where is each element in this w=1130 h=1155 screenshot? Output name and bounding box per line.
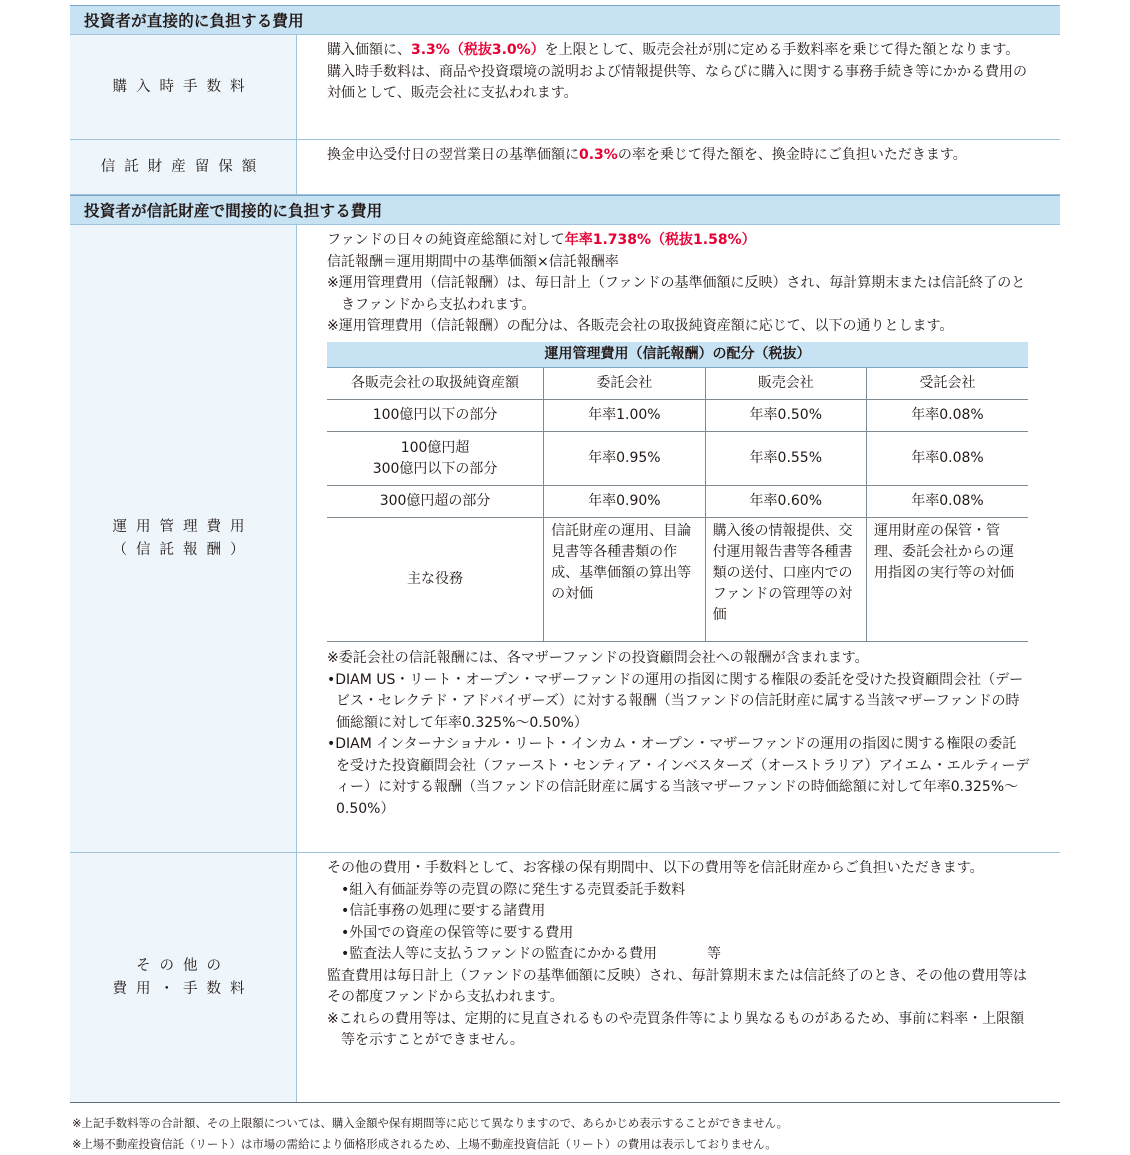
footnotes <box>72 1113 788 1155</box>
fee-allocation-table <box>327 342 1028 643</box>
list-item: •信託事務の処理に要する諸費用 <box>341 903 546 919</box>
retention-rate: 0.3% <box>579 147 618 163</box>
retention-row <box>70 140 1060 195</box>
fee-allocation-caption: 運用管理費用（信託報酬）の配分（税抜） <box>327 342 1028 368</box>
management-fee-rate: 年率1.738%（税抜1.58%） <box>564 232 756 248</box>
table-row: 300億円超の部分 年率0.90% 年率0.60% 年率0.08% <box>327 486 1028 518</box>
purchase-fee-rate: 3.3%（税抜3.0%） <box>411 42 545 58</box>
purchase-fee-content: 購入価額に、3.3%（税抜3.0%）を上限として、販売会社が別に定める手数料率を乗じて得た額となります。 購入時手数料は、商品や投資環境の説明および情報提供等、ならびに購入に関する事務手続き等にかかる費用の対価として、販売会社に支払われます。 <box>327 42 1027 101</box>
table-header-row: 各販売会社の取扱純資産額 委託会社 販売会社 受託会社 <box>327 368 1028 400</box>
purchase-fee-row <box>70 35 1060 140</box>
other-fees-row <box>70 853 1060 1103</box>
list-item: •監査法人等に支払うファンドの監査にかかる費用 等 <box>341 946 721 962</box>
management-fee-label: 運用管理費用 （信託報酬） <box>70 225 297 852</box>
footnote: ※上場不動産投資信託（リート）は市場の需給により価格形成されるため、上場不動産投資信託（リート）の費用は表示しておりません。 <box>72 1137 777 1151</box>
management-fee-row <box>70 225 1060 853</box>
indirect-cost-header: 投資者が信託財産で間接的に負担する費用 <box>70 195 1060 225</box>
table-row-roles: 主な役務 信託財産の運用、目論見書等各種書類の作成、基準価額の算出等の対価 購入後の情報提供、交付運用報告書等各種書類の送付、口座内でのファンドの管理等の対価 運用財産の保管・管理、委託会社からの運用指図の実行等の対価 <box>327 518 1028 642</box>
other-fees-label: その他の 費用・手数料 <box>70 853 297 1102</box>
table-row: 100億円超 300億円以下の部分 年率0.95% 年率0.55% 年率0.08% <box>327 432 1028 486</box>
list-item: •外国での資産の保管等に要する費用 <box>341 924 574 941</box>
list-item: •組入有価証券等の売買の際に発生する売買委託手数料 <box>341 881 686 898</box>
table-row: 100億円以下の部分 年率1.00% 年率0.50% 年率0.08% <box>327 400 1028 432</box>
footnote: ※上記手数料等の合計額、その上限額については、購入金額や保有期間等に応じて異なりますので、あらかじめ表示することができません。 <box>72 1116 788 1130</box>
retention-label: 信託財産留保額 <box>70 140 297 194</box>
other-fees-content: その他の費用・手数料として、お客様の保有期間中、以下の費用等を信託財産からご負担いただきます。 •組入有価証券等の売買の際に発生する売買委託手数料 •信託事務の処理に要する諸費用 •外国での資産の保管等に要する費用 •監査法人等に支払うファンドの監査にかかる費用 等 監査費用は毎日計上（ファンドの基準価額に反映）され、毎計算期末または信託終了のとき、その他の費用等はその都度ファンドから支払われます。 ※これらの費用等は、定期的に見直されるものや売買条件等により異なるものがあるため、事前に料率・上限額等を示すことができません。 <box>297 853 1060 1102</box>
purchase-fee-label: 購入時手数料 <box>70 35 297 139</box>
management-fee-content: ファンドの日々の純資産総額に対して年率1.738%（税抜1.58%） 信託報酬＝運用期間中の基準価額×信託報酬率 ※運用管理費用（信託報酬）は、毎日計上（ファンドの基準価額に反映）され、毎計算期末または信託終了のときファンドから支払われます。 ※運用管理費用（信託報酬）の配分は、各販売会社の取扱純資産額に応じて、以下の通りとします。 運用管理費用（信託報酬）の配分（税抜） 各販売会社の取扱純資産額 委託会社 販売会社 受託会社 100億円以下の部分 年率1.00% 年率0.50% 年率0.08% 100億円超 300億円以下の部分 年率0.95% 年率0.55% 年率0.08% 300億円超の部分 年率0.90% 年率0.60% 年率0.08% 主な役務 信託財産の運用、目論見書等各種書類の作成、基準価額の算出等の対価 購入後の情報提供、交付運用報告書等各種書類の送付、口座内でのファンドの管理等の対価 運用財産の保管・管理、委託会社からの運用指図の実行等の対価 ※委託会社の信託報酬には、各マザーファンドの投資顧問会社への報酬が含まれます。 •DIAM US・リート・オープン・マザーファンドの運用の指図に関する権限の委託を受けた投資顧問会社（デービス・セレクテド・アドバイザーズ）に対する報酬（当ファンドの信託財産に属する当該マザーファンドの時価総額に対して年率0.325%～0.50%） •DIAM インターナショナル・リート・インカム・オープン・マザーファンドの運用の指図に関する権限の委託を受けた投資顧問会社（ファースト・センティア・インベスターズ（オーストラリア）アイエム・エルティーディー）に対する報酬（当ファンドの信託財産に属する当該マザーファンドの時価総額に対して年率0.325%～0.50%） <box>327 232 1030 817</box>
direct-cost-header: 投資者が直接的に負担する費用 <box>70 5 1060 35</box>
fee-table <box>70 5 1060 1103</box>
retention-content: 換金申込受付日の翌営業日の基準価額に0.3%の率を乗じて得た額を、換金時にご負担いただきます。 <box>327 147 967 163</box>
